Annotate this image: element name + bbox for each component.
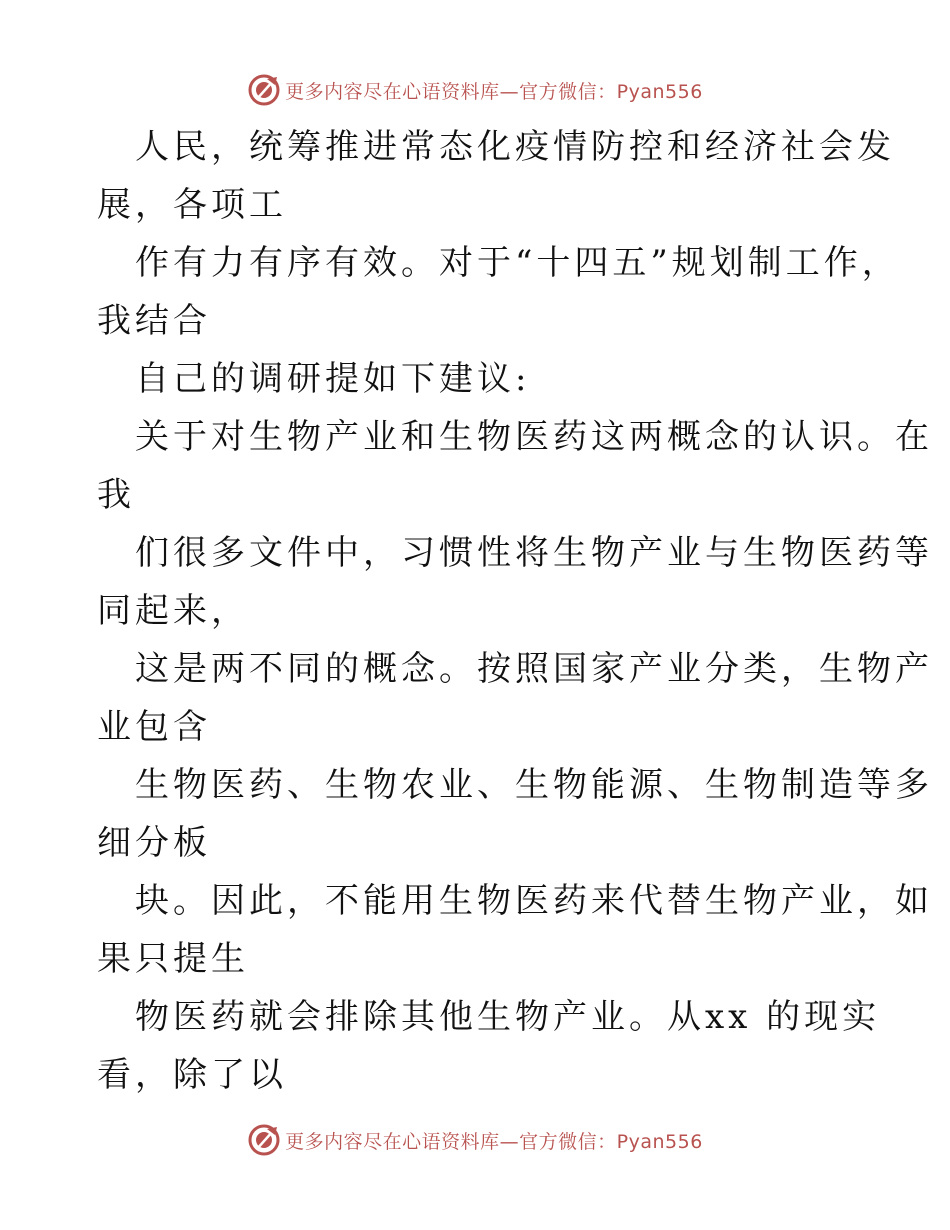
document-body	[97, 118, 933, 1104]
text-line: 我	[97, 475, 135, 515]
banner-text: 更多内容尽在心语资料库—官方微信：Pyan556	[285, 80, 703, 103]
text-line: 自己的调研提如下建议:	[135, 359, 531, 399]
text-line: 我结合	[97, 301, 211, 341]
pen-seal-logo-icon	[247, 73, 281, 107]
text-line: 果只提生	[97, 939, 249, 979]
text-line: 细分板	[97, 823, 211, 863]
text-line: 业包含	[97, 707, 211, 747]
text-line: 作有力有序有效。对于“十四五”规划制工作，	[135, 243, 900, 283]
text-line: 们很多文件中，习惯性将生物产业与生物医药等	[135, 533, 933, 573]
pen-seal-logo-icon	[247, 1123, 281, 1157]
footer-banner	[0, 1120, 950, 1160]
text-line: 这是两不同的概念。按照国家产业分类，生物产	[135, 649, 933, 689]
text-line: 物医药就会排除其他生物产业。从xx 的现实	[135, 997, 881, 1037]
text-line: 人民，统筹推进常态化疫情防控和经济社会发	[135, 127, 895, 167]
text-line: 同起来，	[97, 591, 249, 631]
text-line: 看，除了以	[97, 1055, 287, 1095]
text-line: 块。因此，不能用生物医药来代替生物产业，如	[135, 881, 933, 921]
text-line: 生物医药、生物农业、生物能源、生物制造等多	[135, 765, 933, 805]
text-line: 关于对生物产业和生物医药这两概念的认识。在	[135, 417, 933, 457]
banner-text: 更多内容尽在心语资料库—官方微信：Pyan556	[285, 1130, 703, 1153]
text-line: 展，各项工	[97, 185, 287, 225]
header-banner	[0, 70, 950, 110]
